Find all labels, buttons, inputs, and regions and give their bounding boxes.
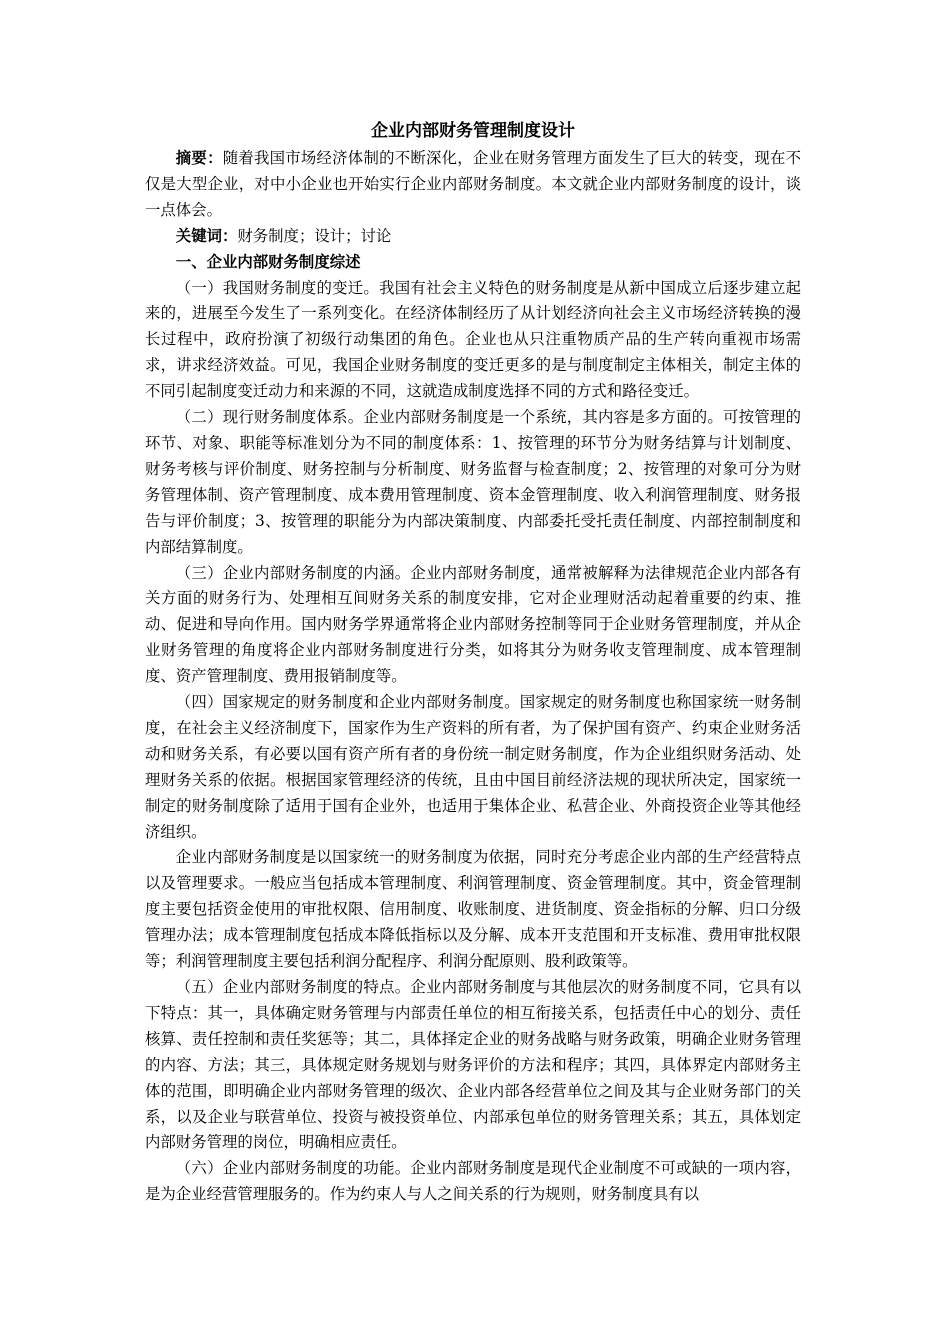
body-paragraph-6: （五）企业内部财务制度的特点。企业内部财务制度与其他层次的财务制度不同，它具有以下特点：其一，具体确定财务管理与内部责任单位的相互衔接关系，包括责任中心的划分、责任核算、责任控制和责任奖惩等；其二，具体择定企业的财务战略与财务政策，明确企业财务管理的内容、方法；其三，具体规定财务规划与财务评价的方法和程序；其四，具体界定内部财务主体的范围，即明确企业内部财务管理的级次、企业内部各经营单位之间及其与企业财务部门的关系，以及企业与联营单位、投资与被投资单位、内部承包单位的财务管理关系；其五，具体划定内部财务管理的岗位，明确相应责任。	[145, 978, 801, 1152]
keywords-label: 关键词：	[175, 226, 238, 245]
document-title: 企业内部财务管理制度设计	[371, 121, 575, 141]
abstract-text: 随着我国市场经济体制的不断深化，企业在财务管理方面发生了巨大的转变，现在不仅是大型企业，对中小企业也开始实行企业内部财务制度。本文就企业内部财务制度的设计，谈一点体会。	[145, 149, 801, 219]
body-paragraph-1: （一）我国财务制度的变迁。我国有社会主义特色的财务制度是从新中国成立后逐步建立起来的，进展至今发生了一系列变化。在经济体制经历了从计划经济向社会主义市场经济转换的漫长过程中，政府扮演了初级行动集团的角色。企业也从只注重物质产品的生产转向重视市场需求，讲求经济效益。可见，我国企业财务制度的变迁更多的是与制度制定主体相关，制定主体的不同引起制度变迁动力和来源的不同，这就造成制度选择不同的方式和路径变迁。	[145, 278, 801, 401]
body-paragraph-5: 企业内部财务制度是以国家统一的财务制度为依据，同时充分考虑企业内部的生产经营特点以及管理要求。一般应当包括成本管理制度、利润管理制度、资金管理制度。其中，资金管理制度主要包括资金使用的审批权限、信用制度、收账制度、进货制度、资金指标的分解、归口分级管理办法；成本管理制度包括成本降低指标以及分解、成本开支范围和开支标准、费用审批权限等；利润管理制度主要包括利润分配程序、利润分配原则、股利政策等。	[145, 848, 801, 971]
abstract-label: 摘要：	[175, 149, 223, 167]
abstract-paragraph	[145, 146, 801, 224]
keywords-text: 财务制度；设计；讨论	[237, 226, 392, 245]
document-page	[145, 118, 801, 1208]
body-paragraph-2: （二）现行财务制度体系。企业内部财务制度是一个系统，其内容是多方面的。可按管理的环节、对象、职能等标准划分为不同的制度体系：1、按管理的环节分为财务结算与计划制度、财务考核与评价制度、财务控制与分析制度、财务监督与检查制度；2、按管理的对象可分为财务管理体制、资产管理制度、成本费用管理制度、资本金管理制度、收入利润管理制度、财务报告与评价制度；3、按管理的职能分为内部决策制度、内部委托受托责任制度、内部控制制度和内部结算制度。	[145, 408, 801, 556]
section-heading: 一、企业内部财务制度综述	[175, 252, 361, 271]
body-paragraph-7: （六）企业内部财务制度的功能。企业内部财务制度是现代企业制度不可或缺的一项内容，是为企业经营管理服务的。作为约束人与人之间关系的行为规则，财务制度具有以	[145, 1159, 801, 1204]
keywords-paragraph	[145, 224, 801, 250]
body-paragraph-4: （四）国家规定的财务制度和企业内部财务制度。国家规定的财务制度也称国家统一财务制度，在社会主义经济制度下，国家作为生产资料的所有者，为了保护国有资产、约束企业财务活动和财务关系，有必要以国有资产所有者的身份统一制定财务制度，作为企业组织财务活动、处理财务关系的依据。根据国家管理经济的传统，且由中国目前经济法规的现状所决定，国家统一制定的财务制度除了适用于国有企业外，也适用于集体企业、私营企业、外商投资企业等其他经济组织。	[145, 693, 801, 841]
body-paragraph-3: （三）企业内部财务制度的内涵。企业内部财务制度，通常被解释为法律规范企业内部各有关方面的财务行为、处理相互间财务关系的制度安排，它对企业理财活动起着重要的约束、推动、促进和导向作用。国内财务学界通常将企业内部财务控制等同于企业财务管理制度，并从企业财务管理的角度将企业内部财务制度进行分类，如将其分为财务收支管理制度、成本管理制度、资产管理制度、费用报销制度等。	[145, 563, 801, 686]
